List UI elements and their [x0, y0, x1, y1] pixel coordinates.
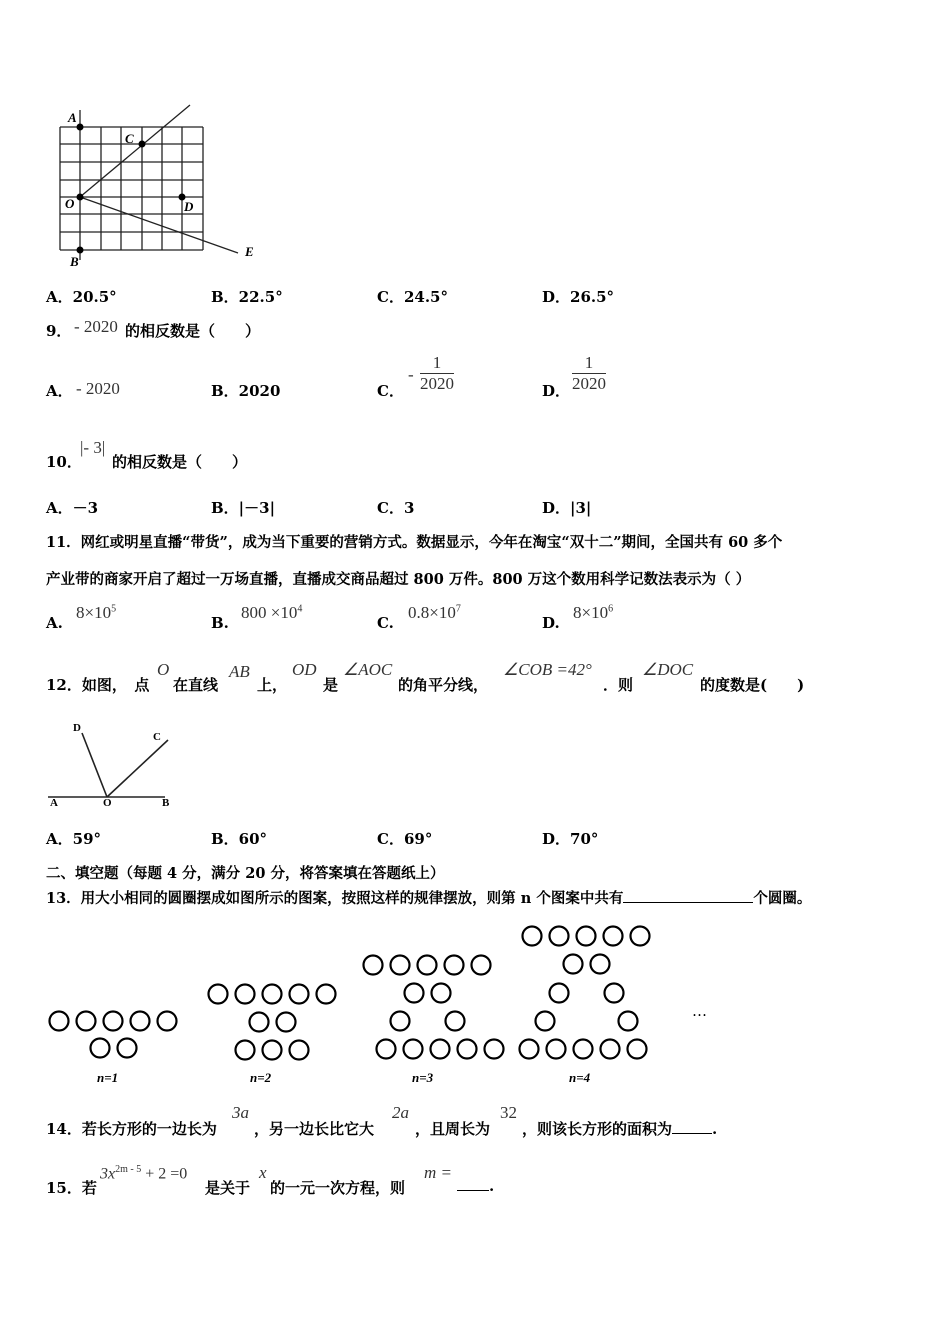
- q12-math-aoc: ∠AOC: [343, 660, 393, 679]
- q9-option-c-label: C．: [377, 382, 404, 400]
- pattern-circle: [604, 927, 623, 946]
- pattern-circle: [605, 984, 624, 1003]
- pattern-circle: [290, 985, 309, 1004]
- q12-option-d: D．70°: [542, 830, 599, 848]
- pattern-circle: [547, 1040, 566, 1059]
- pattern-circle: [485, 1040, 504, 1059]
- base: 8×10: [573, 603, 609, 622]
- pattern-circle: [77, 1012, 96, 1031]
- pattern-circle: [317, 985, 336, 1004]
- exponent: 4: [297, 603, 303, 615]
- pattern-circle: [118, 1039, 137, 1058]
- exponent: 2m - 5: [115, 1164, 142, 1175]
- denominator: 2020: [572, 374, 606, 393]
- pattern-circle: [628, 1040, 647, 1059]
- point-label-a: A: [68, 110, 77, 125]
- pattern-circle: [523, 927, 542, 946]
- q11-option-c-label: C.: [377, 614, 394, 632]
- q12-option-c: C．69°: [377, 830, 433, 848]
- q9-option-a-label: A．: [46, 382, 73, 400]
- q8-option-a: A．20.5°: [46, 288, 117, 306]
- q15-text-1: 15．若: [46, 1179, 97, 1197]
- q13-text: 13．用大小相同的圆圈摆成如图所示的图案，按照这样的规律摆放，则第 n 个图案中共有: [46, 890, 624, 907]
- pattern-circle: [131, 1012, 150, 1031]
- answer-blank[interactable]: [457, 1190, 489, 1191]
- pattern-circle: [591, 955, 610, 974]
- pattern-circle: [577, 927, 596, 946]
- ellipsis: …: [692, 1002, 707, 1020]
- pattern-circle: [574, 1040, 593, 1059]
- q10-text: 的相反数是（ ）: [112, 453, 248, 471]
- answer-blank[interactable]: [672, 1133, 712, 1134]
- pattern-circle: [263, 1041, 282, 1060]
- q10-number: 10．: [46, 453, 82, 471]
- numerator: 1: [572, 353, 606, 374]
- q14-text: ，则该长方形的面积为: [522, 1120, 673, 1138]
- pattern-circle: [520, 1040, 539, 1059]
- q12-text-6: ．则: [603, 676, 634, 694]
- section-heading-fill-in: 二、填空题（每题 4 分，满分 20 分，将答案填在答题纸上）: [46, 865, 445, 882]
- q8-option-b: B．22.5°: [211, 288, 283, 306]
- point-label-a: A: [50, 797, 58, 809]
- q12-math-od: OD: [292, 660, 317, 679]
- caption-n1: n=1: [97, 1070, 119, 1085]
- point-label-b: B: [162, 797, 170, 809]
- point-label-d: D: [73, 722, 81, 734]
- pattern-circle: [405, 984, 424, 1003]
- q10-expression: |- 3|: [80, 438, 106, 457]
- pattern-circle: [290, 1041, 309, 1060]
- q14-text-1: 14．若长方形的一边长为: [46, 1120, 217, 1138]
- q12-text-2: 在直线: [173, 676, 219, 694]
- q10-option-b: B．|－3|: [211, 499, 276, 517]
- pattern-circle: [250, 1013, 269, 1032]
- pattern-circle: [619, 1012, 638, 1031]
- pattern-circle: [158, 1012, 177, 1031]
- q14-text-2: ，另一边长比它大: [254, 1120, 375, 1138]
- caption-n2: n=2: [250, 1070, 272, 1085]
- pattern-circle: [377, 1040, 396, 1059]
- q15-text-2: 是关于: [205, 1179, 251, 1197]
- q14-text-3: ，且周长为: [415, 1120, 491, 1138]
- exponent: 6: [608, 603, 614, 615]
- q10-option-a: A．－3: [46, 499, 99, 517]
- q11-option-d-label: D.: [542, 614, 560, 632]
- q15-math-m: m =: [424, 1163, 452, 1182]
- q12-text-3: 上，: [257, 676, 288, 694]
- period: .: [489, 1177, 495, 1195]
- pattern-circle: [209, 985, 228, 1004]
- q11-option-a-label: A.: [46, 614, 63, 632]
- q12-math-cob: ∠COB =42°: [503, 660, 592, 679]
- q12-option-b: B．60°: [211, 830, 268, 848]
- q9-option-a-value: - 2020: [76, 379, 120, 398]
- q12-text-5: 的角平分线，: [398, 676, 489, 694]
- pattern-circle: [472, 956, 491, 975]
- q12-text-1: 12．如图， 点: [46, 676, 150, 694]
- q10-option-d: D．|3|: [542, 499, 592, 517]
- pattern-circle: [445, 956, 464, 975]
- q12-math-ab: AB: [229, 662, 250, 681]
- term: 3x: [100, 1165, 116, 1183]
- q14-text-4: [522, 1118, 717, 1139]
- period: .: [712, 1120, 718, 1138]
- pattern-circle: [391, 1012, 410, 1031]
- q12-math-o: O: [157, 660, 170, 679]
- q11-line1: 11．网红或明星直播“带货”，成为当下重要的营销方式。数据显示，今年在淘宝“双十二”期间，全国共有 60 多个: [46, 534, 783, 551]
- pattern-circle: [564, 955, 583, 974]
- pattern-circle: [446, 1012, 465, 1031]
- base: 0.8×10: [408, 603, 456, 622]
- pattern-circle: [404, 1040, 423, 1059]
- q15-text-4: [457, 1177, 494, 1195]
- pattern-circle: [432, 984, 451, 1003]
- pattern-circle: [91, 1039, 110, 1058]
- denominator: 2020: [420, 374, 454, 393]
- q10-option-c: C．3: [377, 499, 415, 517]
- q12-math-doc: ∠DOC: [642, 660, 694, 679]
- caption-n4: n=4: [569, 1070, 591, 1085]
- point-label-o: O: [65, 196, 75, 211]
- pattern-circle: [391, 956, 410, 975]
- base: 800 ×10: [241, 603, 298, 622]
- q14-math-2a: 2a: [392, 1103, 409, 1122]
- q15-equation: [100, 1164, 187, 1183]
- q12-text-7: 的度数是( ): [700, 676, 805, 694]
- q9-text: 的相反数是（ ）: [125, 322, 261, 340]
- pattern-circle: [104, 1012, 123, 1031]
- point-label-c: C: [153, 731, 161, 743]
- pattern-circle: [236, 1041, 255, 1060]
- point-label-o: O: [103, 797, 112, 809]
- pattern-circle: [236, 985, 255, 1004]
- pattern-circle: [364, 956, 383, 975]
- q14-math-3a: 3a: [232, 1103, 249, 1122]
- q15-math-x: x: [259, 1163, 267, 1182]
- exponent: 5: [111, 603, 117, 615]
- q9-option-c-sign: -: [408, 365, 414, 384]
- pattern-circle: [263, 985, 282, 1004]
- point-label-c: C: [125, 131, 134, 146]
- q11-line2: 产业带的商家开启了超过一万场直播，直播成交商品超过 800 万件。800 万这个数用科学记数法表示为（ ）: [46, 571, 751, 588]
- caption-n3: n=3: [412, 1070, 434, 1085]
- q9-number: 9．: [46, 322, 72, 340]
- pattern-circle: [631, 927, 650, 946]
- q9-option-b: B．2020: [211, 382, 281, 400]
- q8-option-c: C．24.5°: [377, 288, 448, 306]
- base: 8×10: [76, 603, 112, 622]
- pattern-circle: [601, 1040, 620, 1059]
- pattern-circle: [550, 984, 569, 1003]
- pattern-circle: [277, 1013, 296, 1032]
- point-label-d: D: [184, 199, 194, 214]
- pattern-circle: [418, 956, 437, 975]
- pattern-circle: [536, 1012, 555, 1031]
- point-label-e: E: [245, 244, 254, 259]
- q12-text-4: 是: [323, 676, 339, 694]
- exponent: 7: [455, 603, 461, 615]
- q14-math-32: 32: [500, 1103, 517, 1122]
- q9-expression: - 2020: [74, 317, 118, 336]
- numerator: 1: [420, 353, 454, 374]
- rest: + 2 =0: [141, 1165, 188, 1183]
- pattern-circle: [431, 1040, 450, 1059]
- pattern-circle: [50, 1012, 69, 1031]
- q12-option-a: A．59°: [46, 830, 102, 848]
- pattern-circle: [458, 1040, 477, 1059]
- pattern-circle: [550, 927, 569, 946]
- q15-text-3: 的一元一次方程，则: [270, 1179, 406, 1197]
- q8-option-d: D．26.5°: [542, 288, 615, 306]
- q11-option-b-label: B.: [211, 614, 229, 632]
- point-label-b: B: [70, 254, 79, 269]
- q9-option-d-label: D．: [542, 382, 571, 400]
- q13-text-end: 个圆圈。: [753, 890, 812, 907]
